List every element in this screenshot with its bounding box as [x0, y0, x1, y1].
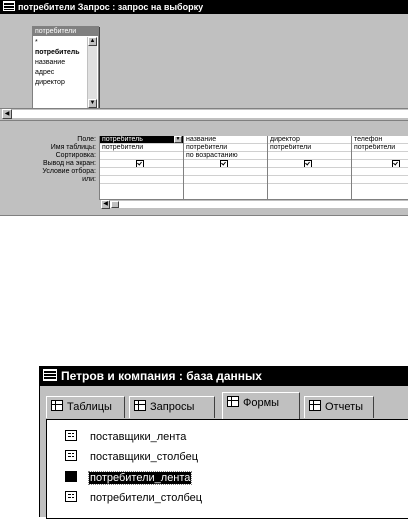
scroll-up-icon[interactable]: ▲ — [89, 38, 96, 44]
criteria-cell[interactable] — [184, 168, 268, 176]
row-label-show: Вывод на экран: — [42, 160, 96, 167]
field-item[interactable]: адрес — [35, 69, 55, 76]
field-list-scrollbar[interactable] — [87, 37, 97, 108]
dropdown-arrow-icon[interactable]: ▼ — [175, 136, 181, 142]
form-icon — [227, 396, 239, 407]
tab-forms[interactable]: Формы — [222, 392, 300, 419]
criteria-cell[interactable] — [100, 168, 184, 176]
sort-cell[interactable] — [100, 152, 184, 160]
db-title-bar[interactable] — [40, 366, 408, 386]
grid-column-3[interactable] — [267, 136, 352, 199]
criteria-cell[interactable] — [352, 168, 408, 176]
or-cell[interactable] — [268, 176, 352, 184]
field-item[interactable]: название — [35, 59, 66, 66]
scroll-thumb[interactable] — [111, 201, 119, 208]
table-cell[interactable]: потребители — [268, 144, 352, 152]
form-icon — [65, 471, 77, 482]
table-box-потребители[interactable] — [32, 26, 99, 112]
query-design-grid — [0, 127, 408, 215]
row-label-criteria: Условие отбора: — [42, 168, 96, 175]
criteria-cell[interactable] — [268, 168, 352, 176]
grid-column-2[interactable] — [183, 136, 268, 199]
row-label-field: Поле: — [77, 136, 96, 143]
grid-column-4[interactable] — [351, 136, 408, 199]
row-label-or: или: — [82, 176, 96, 183]
or-cell[interactable] — [184, 176, 268, 184]
query-window-icon — [3, 1, 15, 11]
field-cell[interactable]: название — [184, 136, 268, 144]
show-checkbox[interactable] — [392, 160, 400, 168]
field-cell[interactable]: директор — [268, 136, 352, 144]
field-cell[interactable]: потребитель ▼ — [100, 136, 184, 144]
show-cell[interactable] — [184, 160, 268, 168]
show-checkbox[interactable] — [220, 160, 228, 168]
table-area — [0, 14, 408, 108]
show-cell[interactable] — [100, 160, 184, 168]
table-cell[interactable]: потребители — [100, 144, 184, 152]
report-icon — [309, 400, 321, 411]
list-item-selected[interactable]: потребители_лента — [65, 471, 191, 484]
tab-queries[interactable]: Запросы — [129, 396, 215, 418]
scroll-left-icon[interactable]: ◀ — [101, 200, 110, 209]
table-area-hscrollbar[interactable] — [0, 108, 408, 119]
query-title-bar[interactable] — [0, 0, 408, 14]
sort-cell[interactable] — [268, 152, 352, 160]
list-item[interactable]: поставщики_столбец — [65, 450, 199, 463]
field-item[interactable]: * — [35, 39, 38, 46]
sort-cell[interactable]: по возрастанию — [184, 152, 268, 160]
show-checkbox[interactable] — [304, 160, 312, 168]
grid-hscrollbar[interactable] — [99, 199, 408, 209]
scroll-track[interactable] — [12, 110, 408, 118]
or-cell[interactable] — [100, 176, 184, 184]
grid-column-1[interactable] — [99, 136, 184, 199]
row-label-table: Имя таблицы: — [50, 144, 96, 151]
tab-reports[interactable]: Отчеты — [304, 396, 374, 418]
show-cell[interactable] — [268, 160, 352, 168]
list-item[interactable]: поставщики_лента — [65, 430, 187, 443]
field-item[interactable]: потребитель — [35, 49, 80, 56]
or-cell[interactable] — [352, 176, 408, 184]
table-box-header[interactable]: потребители — [33, 27, 98, 36]
query-title: потребители Запрос : запрос на выборку — [18, 2, 204, 12]
scroll-track[interactable] — [110, 201, 408, 208]
show-cell[interactable] — [352, 160, 408, 168]
tab-tables[interactable]: Таблицы — [46, 396, 125, 418]
forms-list-panel — [46, 419, 408, 519]
field-cell[interactable]: телефон — [352, 136, 408, 144]
show-checkbox[interactable] — [136, 160, 144, 168]
scroll-left-icon[interactable]: ◀ — [2, 109, 12, 119]
table-field-list — [35, 38, 87, 88]
scroll-down-icon[interactable]: ▼ — [89, 100, 96, 106]
list-item[interactable]: потребители_столбец — [65, 491, 203, 504]
db-title: Петров и компания : база данных — [61, 369, 262, 383]
row-label-sort: Сортировка: — [55, 152, 96, 159]
form-icon — [65, 491, 77, 502]
database-icon — [43, 369, 57, 381]
grid-row-labels — [0, 136, 96, 184]
form-icon — [65, 430, 77, 441]
table-icon — [51, 400, 63, 411]
database-window — [39, 366, 408, 517]
query-icon — [134, 400, 146, 411]
field-item[interactable]: директор — [35, 79, 65, 86]
table-cell[interactable]: потребители — [352, 144, 408, 152]
form-icon — [65, 450, 77, 461]
query-window — [0, 0, 408, 216]
table-cell[interactable]: потребители — [184, 144, 268, 152]
sort-cell[interactable] — [352, 152, 408, 160]
